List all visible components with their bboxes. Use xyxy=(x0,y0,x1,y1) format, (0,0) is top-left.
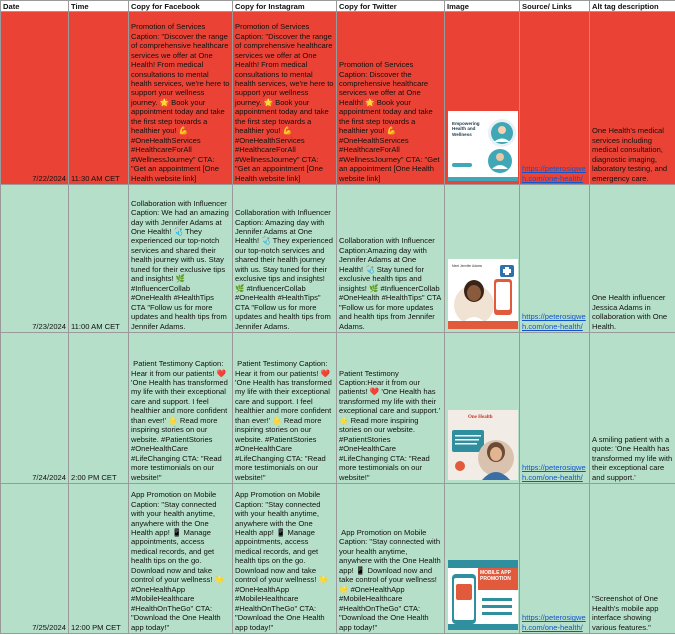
twitter-copy-cell[interactable]: App Promotion on Mobile Caption: "Stay connected with your health anytime, anywhere with the One Health app! 📱 Download now and take control of your wellness! 🌟 #OneHealthApp #MobileHealthcare #HealthOnTheGo" CTA: "Download the One Health app today!" xyxy=(337,484,445,634)
header-image[interactable]: Image xyxy=(445,1,520,12)
header-alt[interactable]: Alt tag description xyxy=(590,1,675,12)
source-link[interactable]: https://peterosigweh.com/one-health/ xyxy=(522,463,586,482)
alt-text-cell[interactable]: A smiling patient with a quote: 'One Health has transformed my life with their exceptional care and support.' xyxy=(590,333,675,484)
time-cell[interactable]: 11:00 AM CET xyxy=(69,185,129,333)
twitter-copy-cell[interactable]: Promotion of Services Caption: Discover the comprehensive healthcare services we offer at One Health! 🌟 Book your appointment today and take the first step towards a healthier you! 💪 #OneHealthServices #HealthcareForAll #WellnessJourney" CTA: "Get an appointment [One Health website link] xyxy=(337,12,445,185)
source-link-cell[interactable] xyxy=(520,185,590,333)
time-cell[interactable]: 11:30 AM CET xyxy=(69,12,129,185)
image-cell[interactable] xyxy=(445,185,520,333)
source-link-cell[interactable] xyxy=(520,333,590,484)
alt-text-cell[interactable]: One Health influencer Jessica Adams in collaboration with One Health. xyxy=(590,185,675,333)
facebook-copy-cell[interactable]: Patient Testimony Caption: Hear it from our patients! ❤️ 'One Health has transformed my life with their exceptional care and support. I feel healthier and more confident than ever!' 🌟 Read more inspiring stories on our website. #PatientStories #OneHealthCare #LifeChanging CTA: "Read more testimonials on our website!" xyxy=(129,333,233,484)
source-link-cell[interactable] xyxy=(520,484,590,634)
header-time[interactable]: Time xyxy=(69,1,129,12)
thumbnail-title: MOBILE APP PROMOTION xyxy=(480,570,511,582)
instagram-copy-cell[interactable]: Patient Testimony Caption: Hear it from our patients! ❤️ 'One Health has transformed my life with their exceptional care and support. I feel healthier and more confident than ever!' 🌟 Read more inspiring stories on our website. #PatientStories #OneHealthCare #LifeChanging CTA: "Read more testimonials on our website!" xyxy=(233,333,337,484)
header-twitter[interactable]: Copy for Twitter xyxy=(337,1,445,12)
facebook-copy-cell[interactable]: Collaboration with Influencer Caption: We had an amazing day with Jennifer Adams at One Health! 🩺 They experienced our top-notch services and shared their health journey with us. Stay tuned for their exclusive tips and insights! 🌿 #InfluencerCollab #OneHealth #HealthTips CTA "Follow us for more updates and health tips from Jennifer Adams. xyxy=(129,185,233,333)
time-cell[interactable]: 2:00 PM CET xyxy=(69,333,129,484)
header-date[interactable]: Date xyxy=(1,1,69,12)
table-row xyxy=(1,185,675,333)
header-row xyxy=(1,1,675,12)
source-link[interactable]: https://peterosigweh.com/one-health/ xyxy=(522,312,586,331)
table-row xyxy=(1,333,675,484)
app-promo-thumbnail-image[interactable] xyxy=(448,560,518,630)
date-cell[interactable]: 7/25/2024 xyxy=(1,484,69,634)
facebook-copy-cell[interactable]: App Promotion on Mobile Caption: "Stay connected with your health anytime, anywhere with the One Health app! 📱 Manage appointments, access medical records, and get health tips on the go. Download now and take control of your wellness! 🌟 #OneHealthApp #MobileHealthcare #HealthOnTheGo" CTA: "Download the One Health app today!" xyxy=(129,484,233,634)
instagram-copy-cell[interactable]: Collaboration with Influencer Caption: Amazing day with Jennifer Adams at One Health! 🩺 They experienced our top-notch services and shared their health journey with us. Stay tuned for their exclusive tips and insights! 🌿 #InfluencerCollab #OneHealth #HealthTips" CTA "Follow us for more updates and health tips from Jennifer Adams. xyxy=(233,185,337,333)
image-cell[interactable] xyxy=(445,333,520,484)
facebook-copy-cell[interactable]: Promotion of Services Caption: "Discover the range of comprehensive healthcare services we offer at One Health! From medical consultations to mental health services, we're here to support your wellness journey. 🌟 Book your appointment today and take the first step towards a healthier you! 💪 #OneHealthServices #HealthcareForAll #WellnessJourney" CTA: "Get an appointment [One Health website link] xyxy=(129,12,233,185)
header-instagram[interactable]: Copy for Instagram xyxy=(233,1,337,12)
source-link[interactable]: https://peterosigweh.com/one-health/ xyxy=(522,164,586,183)
source-link-cell[interactable] xyxy=(520,12,590,185)
alt-text-cell[interactable]: One Health's medical services including medical consultation, diagnostic imaging, laboratory testing, and emergency care. xyxy=(590,12,675,185)
header-facebook[interactable]: Copy for Facebook xyxy=(129,1,233,12)
twitter-copy-cell[interactable]: Collaboration with Influencer Caption:Amazing day with Jennifer Adams at One Health! 🩺 Stay tuned for exclusive health tips and insights! 🌿 #InfluencerCollab #OneHealth #HealthTips" CTA "Follow us for more updates and health tips from Jennifer Adams. xyxy=(337,185,445,333)
image-cell[interactable] xyxy=(445,12,520,185)
table-row xyxy=(1,12,675,185)
thumbnail-title: Empowering Health and Wellness xyxy=(452,121,480,137)
instagram-copy-cell[interactable]: App Promotion on Mobile Caption: "Stay connected with your health anytime, anywhere with the One Health app! 📱 Manage appointments, access medical records, and get health tips on the go. Download now and take control of your wellness! 🌟 #OneHealthApp #MobileHealthcare #HealthOnTheGo" CTA: "Download the One Health app today!" xyxy=(233,484,337,634)
services-thumbnail-image[interactable] xyxy=(448,111,518,181)
date-cell[interactable]: 7/22/2024 xyxy=(1,12,69,185)
alt-text-cell[interactable]: "Screenshot of One Health's mobile app interface showing various features." xyxy=(590,484,675,634)
influencer-thumbnail-image[interactable] xyxy=(448,259,518,329)
instagram-copy-cell[interactable]: Promotion of Services Caption: "Discover the range of comprehensive healthcare services we offer at One Health! From medical consultations to mental health services, we're here to support your wellness journey. 🌟 Book your appointment today and take the first step towards a healthier you! 💪 #OneHealthServices #HealthcareForAll #WellnessJourney" CTA: "Get an appointment [One Health website link] xyxy=(233,12,337,185)
source-link[interactable]: https://peterosigweh.com/one-health/ xyxy=(522,613,586,632)
twitter-copy-cell[interactable]: Patient Testimony Caption:Hear it from our patients! ❤️ 'One Health has transformed my life with their exceptional care and support.' 🌟 Read more inspiring stories on our website. #PatientStories #OneHealthCare #LifeChanging CTA: "Read more testimonials on our website!" xyxy=(337,333,445,484)
time-cell[interactable]: 12:00 PM CET xyxy=(69,484,129,634)
thumbnail-brand: One Health xyxy=(468,415,493,420)
thumbnail-title: Meet Jennifer Adams xyxy=(452,264,482,268)
table-row xyxy=(1,484,675,634)
testimony-thumbnail-image[interactable] xyxy=(448,410,518,480)
date-cell[interactable]: 7/24/2024 xyxy=(1,333,69,484)
date-cell[interactable]: 7/23/2024 xyxy=(1,185,69,333)
header-links[interactable]: Source/ Links xyxy=(520,1,590,12)
image-cell[interactable] xyxy=(445,484,520,634)
